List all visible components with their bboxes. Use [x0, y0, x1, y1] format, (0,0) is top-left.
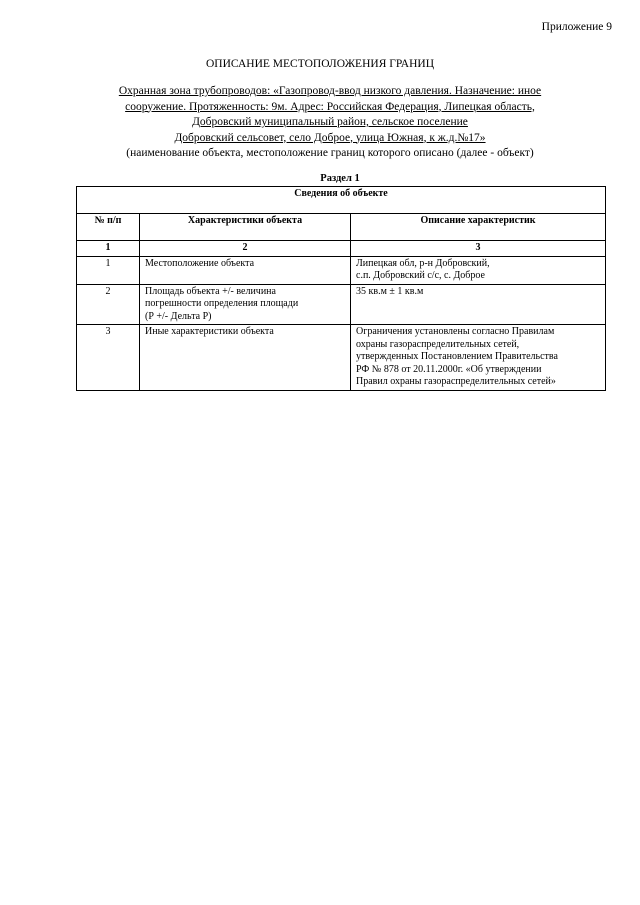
- object-info-table: [76, 186, 606, 391]
- header-characteristic: Характеристики объекта: [140, 214, 351, 241]
- row-number: 3: [77, 325, 140, 391]
- row-characteristic: [140, 284, 351, 325]
- row-characteristic: [140, 256, 351, 284]
- object-line: сооружение. Протяженность: 9м. Адрес: Российская Федерация, Липецкая область,: [125, 100, 535, 113]
- row-description: [351, 325, 606, 391]
- table-caption: Сведения об объекте: [77, 187, 606, 214]
- cell-line: утвержденных Постановлением Правительства: [356, 351, 558, 362]
- table-caption-row: [77, 187, 606, 214]
- cell-line: Иные характеристики объекта: [145, 326, 274, 337]
- cell-line: РФ № 878 от 20.11.2000г. «Об утверждении: [356, 363, 542, 375]
- column-number: 2: [140, 241, 351, 257]
- object-description: [60, 84, 600, 162]
- row-description: [351, 256, 606, 284]
- row-number: 2: [77, 284, 140, 325]
- row-description: [351, 284, 606, 325]
- cell-line: 35 кв.м ± 1 кв.м: [356, 285, 424, 297]
- document-title: ОПИСАНИЕ МЕСТОПОЛОЖЕНИЯ ГРАНИЦ: [205, 58, 435, 70]
- cell-line: охраны газораспределительных сетей,: [356, 338, 520, 350]
- appendix-label: Приложение 9: [541, 21, 612, 33]
- cell-line: Местоположение объекта: [145, 257, 255, 269]
- cell-line: Липецкая обл, р-н Добровский,: [356, 257, 490, 269]
- object-line: Добровский сельсовет, село Доброе, улица Южная, к ж.д.№17»: [174, 131, 486, 144]
- cell-line: Правил охраны газораспределительных сетей»: [356, 376, 556, 387]
- object-line: Охранная зона трубопроводов: «Газопровод-ввод низкого давления. Назначение: иное: [118, 85, 542, 97]
- table-header-row: [77, 214, 606, 241]
- cell-line: с.п. Добровский с/с, с. Доброе: [356, 270, 485, 281]
- row-number: 1: [77, 256, 140, 284]
- column-number-row: [77, 241, 606, 257]
- row-characteristic: [140, 325, 351, 391]
- table-row: [77, 284, 606, 325]
- column-number: 3: [351, 241, 606, 257]
- cell-line: Площадь объекта +/- величина: [145, 285, 276, 297]
- table-row: [77, 256, 606, 284]
- header-description: Описание характеристик: [351, 214, 606, 241]
- cell-line: Ограничения установлены согласно Правилам: [356, 326, 555, 337]
- cell-line: погрешности определения площади: [145, 298, 299, 309]
- column-number: 1: [77, 241, 140, 257]
- section-label: Раздел 1: [320, 173, 360, 184]
- table-row: [77, 325, 606, 391]
- object-line: Добровский муниципальный район, сельское поселение: [192, 116, 468, 128]
- object-caption: (наименование объекта, местоположение границ которого описано (далее - объект): [126, 147, 534, 159]
- cell-line: (Р +/- Дельта Р): [145, 310, 212, 322]
- header-number: № п/п: [77, 214, 140, 241]
